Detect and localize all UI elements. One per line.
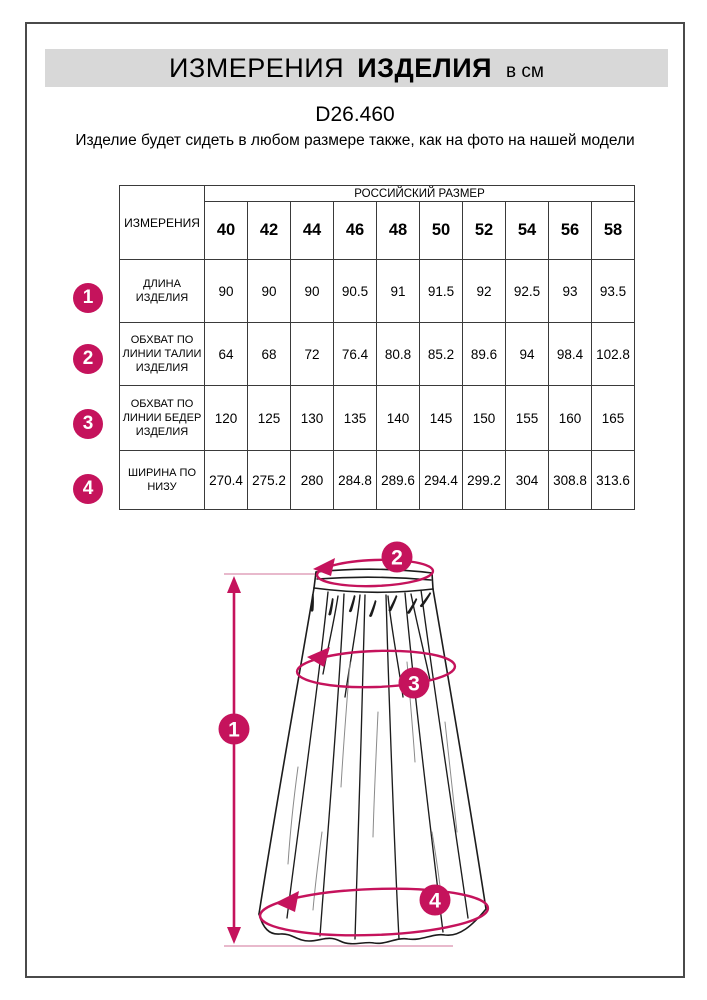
table-row bbox=[120, 386, 635, 451]
row-label: ДЛИНА ИЗДЕЛИЯ bbox=[120, 260, 205, 323]
value-cell: 294.4 bbox=[420, 451, 463, 510]
size-cell: 40 bbox=[205, 202, 248, 260]
value-cell: 275.2 bbox=[248, 451, 291, 510]
size-cell: 58 bbox=[592, 202, 635, 260]
size-cell: 52 bbox=[463, 202, 506, 260]
value-cell: 92 bbox=[463, 260, 506, 323]
size-cell: 50 bbox=[420, 202, 463, 260]
subtitle-note: Изделие будет сидеть в любом размере также, как на фото на нашей модели bbox=[75, 132, 635, 149]
value-cell: 102.8 bbox=[592, 323, 635, 386]
value-cell: 165 bbox=[592, 386, 635, 451]
svg-text:3: 3 bbox=[408, 672, 420, 696]
arrowhead-left-icon bbox=[275, 891, 299, 912]
value-cell: 85.2 bbox=[420, 323, 463, 386]
value-cell: 289.6 bbox=[377, 451, 420, 510]
value-cell: 304 bbox=[506, 451, 549, 510]
value-cell: 299.2 bbox=[463, 451, 506, 510]
value-cell: 280 bbox=[291, 451, 334, 510]
value-cell: 94 bbox=[506, 323, 549, 386]
diagram-badge-2 bbox=[382, 542, 413, 573]
svg-text:4: 4 bbox=[429, 889, 441, 913]
value-cell: 93.5 bbox=[592, 260, 635, 323]
value-cell: 90 bbox=[205, 260, 248, 323]
diagram-badge-4 bbox=[420, 885, 451, 916]
table-row bbox=[120, 260, 635, 323]
diagram-badge-1 bbox=[219, 714, 250, 745]
page-frame bbox=[25, 22, 685, 978]
arrowhead-up-icon bbox=[227, 576, 241, 593]
value-cell: 130 bbox=[291, 386, 334, 451]
value-cell: 90 bbox=[248, 260, 291, 323]
diagram-badge-3 bbox=[399, 668, 430, 699]
value-cell: 308.8 bbox=[549, 451, 592, 510]
value-cell: 80.8 bbox=[377, 323, 420, 386]
skirt-diagram bbox=[202, 532, 512, 972]
value-cell: 76.4 bbox=[334, 323, 377, 386]
value-cell: 91 bbox=[377, 260, 420, 323]
value-cell: 72 bbox=[291, 323, 334, 386]
value-cell: 64 bbox=[205, 323, 248, 386]
value-cell: 120 bbox=[205, 386, 248, 451]
value-cell: 91.5 bbox=[420, 260, 463, 323]
row-label: ШИРИНА ПО НИЗУ bbox=[120, 451, 205, 510]
size-cell: 44 bbox=[291, 202, 334, 260]
row-marker-4: 4 bbox=[73, 474, 103, 504]
value-cell: 89.6 bbox=[463, 323, 506, 386]
value-cell: 135 bbox=[334, 386, 377, 451]
value-cell: 93 bbox=[549, 260, 592, 323]
size-cell: 48 bbox=[377, 202, 420, 260]
row-marker-3: 3 bbox=[73, 409, 103, 439]
measurements-column-header: ИЗМЕРЕНИЯ bbox=[120, 186, 205, 260]
table-row bbox=[120, 323, 635, 386]
value-cell: 155 bbox=[506, 386, 549, 451]
page-title bbox=[45, 49, 668, 87]
svg-text:2: 2 bbox=[391, 546, 403, 570]
arrowhead-down-icon bbox=[227, 927, 241, 944]
row-marker-1: 1 bbox=[73, 283, 103, 313]
size-table bbox=[119, 185, 635, 510]
value-cell: 284.8 bbox=[334, 451, 377, 510]
title-measurements: ИЗМЕРЕНИЯ bbox=[169, 53, 345, 83]
table-row bbox=[120, 451, 635, 510]
value-cell: 125 bbox=[248, 386, 291, 451]
value-cell: 90 bbox=[291, 260, 334, 323]
size-cell: 56 bbox=[549, 202, 592, 260]
length-arrow bbox=[227, 576, 241, 944]
value-cell: 92.5 bbox=[506, 260, 549, 323]
value-cell: 68 bbox=[248, 323, 291, 386]
value-cell: 90.5 bbox=[334, 260, 377, 323]
hem-measure-ellipse bbox=[259, 885, 488, 939]
value-cell: 140 bbox=[377, 386, 420, 451]
title-unit: в см bbox=[506, 61, 544, 82]
value-cell: 145 bbox=[420, 386, 463, 451]
svg-text:1: 1 bbox=[228, 718, 240, 742]
row-label: ОБХВАТ ПО ЛИНИИ ТАЛИИ ИЗДЕЛИЯ bbox=[120, 323, 205, 386]
value-cell: 270.4 bbox=[205, 451, 248, 510]
size-group-header: РОССИЙСКИЙ РАЗМЕР bbox=[205, 186, 635, 202]
skirt-outline bbox=[259, 569, 486, 944]
value-cell: 98.4 bbox=[549, 323, 592, 386]
product-code: D26.460 bbox=[315, 103, 395, 126]
size-cell: 46 bbox=[334, 202, 377, 260]
row-label: ОБХВАТ ПО ЛИНИИ БЕДЕР ИЗДЕЛИЯ bbox=[120, 386, 205, 451]
skirt-soft-folds bbox=[288, 662, 457, 910]
waist-measure-ellipse bbox=[313, 558, 433, 588]
title-product-word: ИЗДЕЛИЯ bbox=[357, 53, 493, 83]
value-cell: 160 bbox=[549, 386, 592, 451]
value-cell: 313.6 bbox=[592, 451, 635, 510]
size-cell: 54 bbox=[506, 202, 549, 260]
size-cell: 42 bbox=[248, 202, 291, 260]
row-marker-2: 2 bbox=[73, 344, 103, 374]
arrowhead-left-icon bbox=[307, 647, 330, 667]
value-cell: 150 bbox=[463, 386, 506, 451]
